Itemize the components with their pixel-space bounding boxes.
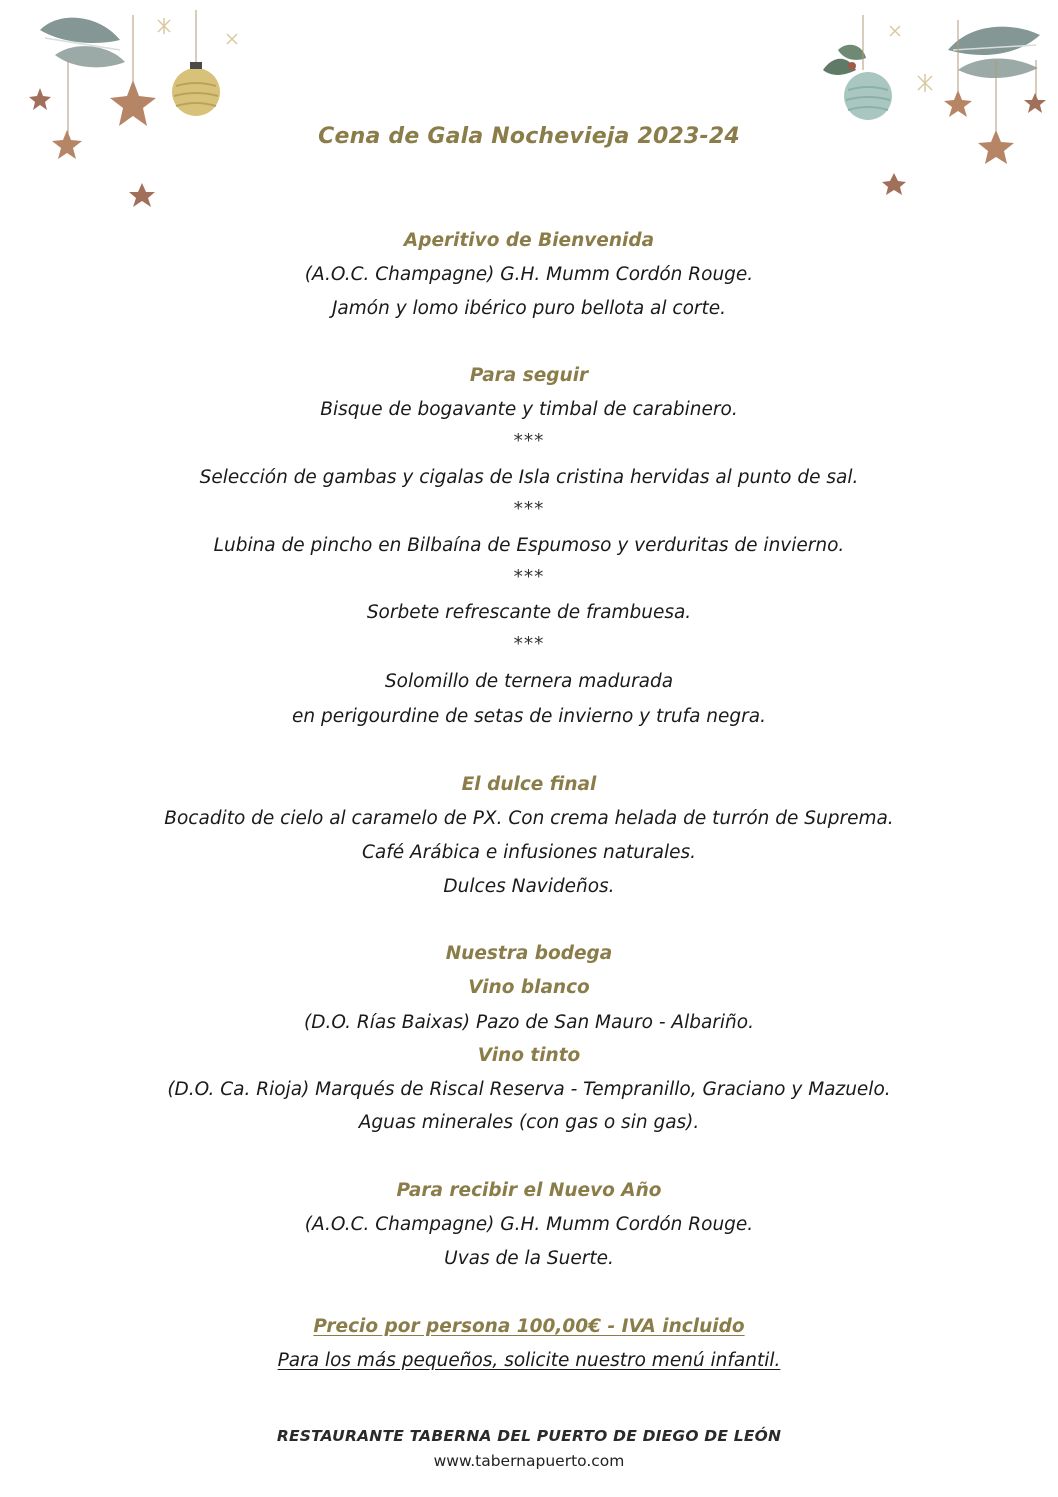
section-heading-para-seguir: Para seguir <box>469 365 589 386</box>
section-heading-aperitivo: Aperitivo de Bienvenida <box>403 230 655 251</box>
menu-item: Jamón y lomo ibérico puro bellota al corte. <box>331 298 727 319</box>
price-text: Precio por persona 100,00€ - IVA incluido <box>313 1316 745 1337</box>
section-heading-dulce-final: El dulce final <box>461 774 597 795</box>
christmas-ornaments-right-decoration-icon <box>808 0 1048 210</box>
menu-item: Uvas de la Suerte. <box>444 1248 614 1269</box>
website-link[interactable]: www.tabernapuerto.com <box>433 1452 625 1470</box>
separator-stars: *** <box>513 567 545 588</box>
menu-item: Café Arábica e infusiones naturales. <box>361 842 696 863</box>
menu-item: en perigourdine de setas de invierno y trufa negra. <box>292 706 766 727</box>
restaurant-name: RESTAURANTE TABERNA DEL PUERTO DE DIEGO DE LEÓN <box>276 1427 782 1445</box>
menu-item: (A.O.C. Champagne) G.H. Mumm Cordón Rouge. <box>304 264 754 285</box>
kids-note-line <box>0 1349 1058 1373</box>
section-heading-nuevo-ano: Para recibir el Nuevo Año <box>396 1180 662 1201</box>
christmas-ornaments-left-decoration-icon <box>20 0 260 220</box>
menu-item: Bisque de bogavante y timbal de carabinero. <box>320 399 738 420</box>
kids-note-text: Para los más pequeños, solicite nuestro menú infantil. <box>277 1350 781 1371</box>
menu-item: Lubina de pincho en Bilbaína de Espumoso y verduritas de invierno. <box>213 535 845 556</box>
subheading-vino-blanco: Vino blanco <box>468 977 590 998</box>
menu-item: Sorbete refrescante de frambuesa. <box>366 602 692 623</box>
menu-item: Bocadito de cielo al caramelo de PX. Con crema helada de turrón de Suprema. <box>164 808 894 829</box>
menu-item: Dulces Navideños. <box>443 876 615 897</box>
section-heading-bodega: Nuestra bodega <box>445 943 613 964</box>
menu-item: (D.O. Ca. Rioja) Marqués de Riscal Reserva - Tempranillo, Graciano y Mazuelo. <box>167 1079 891 1100</box>
separator-stars: *** <box>513 431 545 452</box>
separator-stars: *** <box>513 634 545 655</box>
menu-title: Cena de Gala Nochevieja 2023-24 <box>318 124 740 149</box>
menu-item: Aguas minerales (con gas o sin gas). <box>358 1112 700 1133</box>
separator-stars: *** <box>513 499 545 520</box>
subheading-vino-tinto: Vino tinto <box>477 1045 581 1066</box>
menu-item: (D.O. Rías Baixas) Pazo de San Mauro - Albariño. <box>304 1012 754 1033</box>
price-line <box>0 1315 1058 1339</box>
menu-item: (A.O.C. Champagne) G.H. Mumm Cordón Rouge. <box>304 1214 754 1235</box>
menu-item: Selección de gambas y cigalas de Isla cristina hervidas al punto de sal. <box>199 467 859 488</box>
menu-item: Solomillo de ternera madurada <box>384 671 674 692</box>
